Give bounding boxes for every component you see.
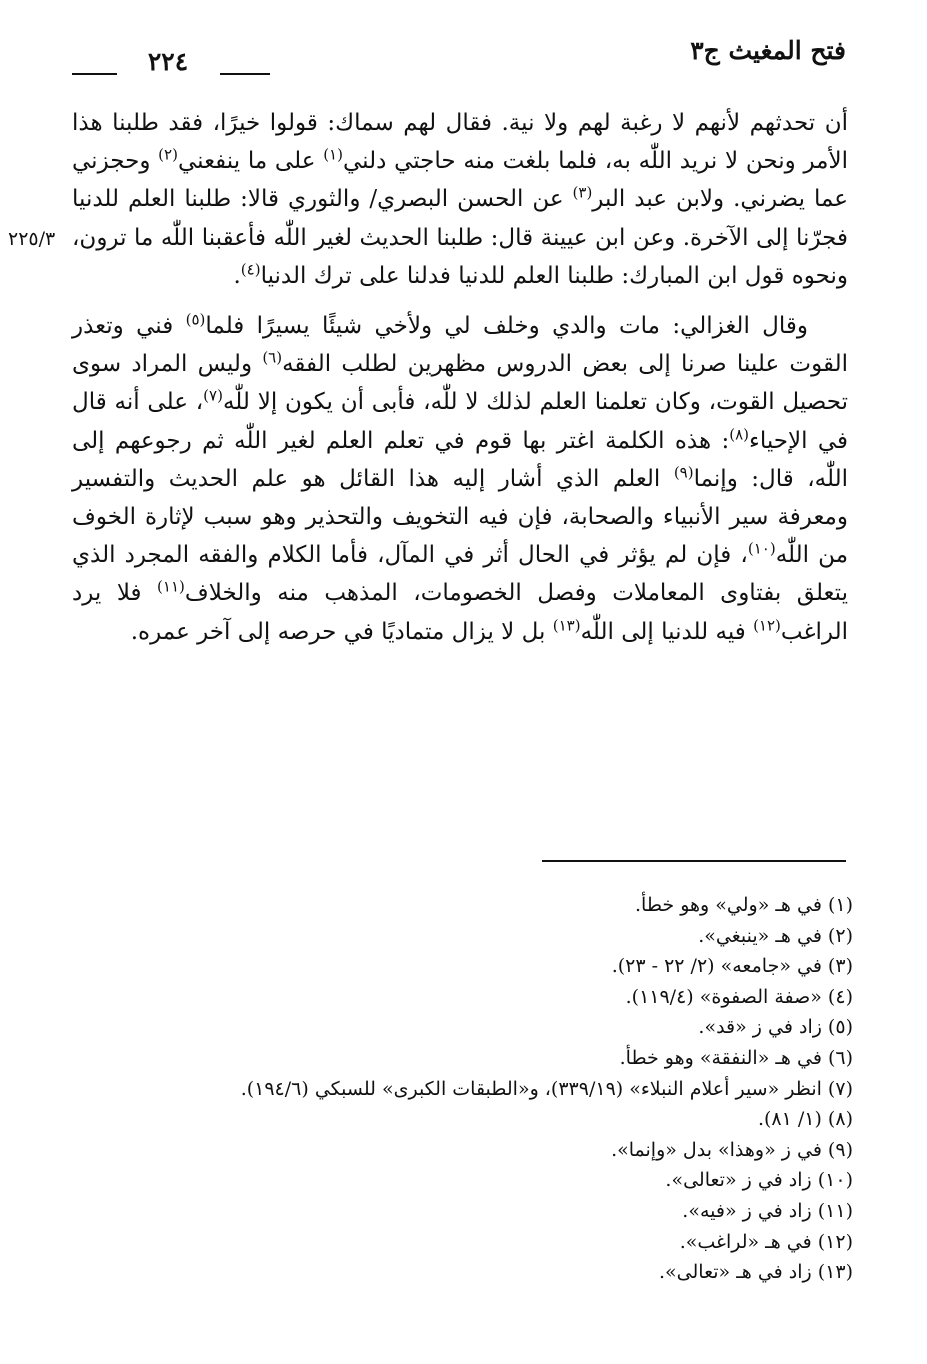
footnote-marker: (٤) xyxy=(240,260,261,279)
footnote-marker: (١٠) xyxy=(747,539,776,558)
footnote-marker: (٧) xyxy=(203,386,223,405)
footnote-item: (٧) انظر «سير أعلام النبلاء» (٣٣٩/١٩)، و«الطبقات الكبرى» للسبكي (١٩٤/٦). xyxy=(240,1077,853,1100)
book-title: فتح المغيث ج٣ xyxy=(690,36,846,65)
text-span: ، فإن لم يؤثر في الحال أثر في المآل، فأما الكلام والفقه المجرد الذي يتعلق بفتاوى المعاملات وفصل الخصومات، المذهب منه والخلاف xyxy=(72,542,848,607)
text-span: وحجزني عما يضرني. ولابن عبد البر xyxy=(72,148,848,213)
footnote-marker: (١٣) xyxy=(552,615,581,634)
header-rule-right xyxy=(220,73,270,75)
footnote-item: (١٢) في هـ «لراغب». xyxy=(679,1230,853,1253)
page-header xyxy=(62,36,846,80)
footnote-item: (٩) في ز «وهذا» بدل «وإنما». xyxy=(611,1138,853,1161)
footnote-separator xyxy=(542,860,846,862)
footnote-marker: (٣) xyxy=(572,183,593,202)
footnote-item: (٤) «صفة الصفوة» (١١٩/٤). xyxy=(625,985,853,1008)
text-span: وليس المراد سوى تحصيل القوت، وكان تعلمنا العلم لذلك لا للّٰه، فأبى أن يكون إلا للّٰه xyxy=(72,351,848,416)
footnote-item: (٦) في هـ «النفقة» وهو خطأ. xyxy=(619,1046,853,1069)
text-span: بل لا يزال متماديًا في حرصه إلى آخر عمره. xyxy=(130,618,546,645)
footnotes-list xyxy=(150,890,853,1288)
footnote-item: (٢) في هـ «ينبغي». xyxy=(698,924,853,947)
footnote-item: (٥) زاد في ز «قد». xyxy=(698,1016,853,1039)
text-span: وقال الغزالي: مات والدي وخلف لي ولأخي شيئًا يسيرًا فلما xyxy=(205,313,809,340)
footnote-marker: (١٢) xyxy=(753,615,781,634)
page-number: ٢٢٤ xyxy=(147,47,189,76)
footnote-item: (٣) في «جامعه» (٢/ ٢٢ - ٢٣). xyxy=(611,955,853,978)
text-span: فني وتعذر القوت علينا صرنا إلى بعض الدروس مظهرين لطلب الفقه xyxy=(72,313,848,378)
text-span: : هذه الكلمة اغتر بها قوم في تعلم العلم لغير اللّٰه ثم رجوعهم إلى اللّٰه، قال: وإنما xyxy=(72,427,848,492)
text-span: فيه للدنيا إلى اللّٰه xyxy=(580,618,746,645)
header-rule-left xyxy=(72,73,117,75)
text-span: فلا يرد الراغب xyxy=(72,580,848,645)
footnote-item: (١) في هـ «ولي» وهو خطأ. xyxy=(635,894,853,916)
footnote-item: (١١) زاد في ز «فيه». xyxy=(682,1199,853,1222)
text-span: أن تحدثهم لأنهم لا رغبة لهم ولا نية. فقال لهم سماك: قولوا خيرًا، فقد طلبنا هذا الأمر ونحن لا نريد اللّٰه به، فلما بلغت منه حاجتي دلني xyxy=(72,110,848,175)
text-span: على ما ينفعني xyxy=(177,148,316,175)
footnote-marker: (٨) xyxy=(729,424,749,443)
footnote-marker: (٢) xyxy=(158,145,178,164)
text-span: ، على أنه قال في الإحياء xyxy=(72,389,848,454)
page-number-block xyxy=(62,48,272,78)
footnote-item: (٨) (١/ ٨١). xyxy=(757,1108,853,1131)
footnote-marker: (٦) xyxy=(262,348,283,367)
text-span: العلم الذي أشار إليه هذا القائل هو علم الحديث والتفسير ومعرفة سير الأنبياء والصحابة، فإن فيه التخويف والتحذير وهو سبب لإثارة الخوف من اللّٰه xyxy=(72,465,849,569)
paragraph-1 xyxy=(72,104,848,295)
footnote-item: (١٣) زاد في هـ «تعالى». xyxy=(659,1261,853,1284)
text-span: . xyxy=(233,262,241,289)
footnote-marker: (١) xyxy=(323,145,343,164)
text-span: عن الحسن البصري/ والثوري قالا: طلبنا العلم للدنيا فجرّنا إلى الآخرة. وعن ابن عيينة قال: طلبنا الحديث لغير اللّٰه فأعقبنا اللّٰه ما ترون، ونحوه قول ابن المبارك: طلبنا العلم للدنيا فدلنا على ترك الدنيا xyxy=(72,186,848,289)
margin-page-reference: ٢٢٥/٣ xyxy=(8,228,56,250)
footnote-marker: (١١) xyxy=(157,577,185,596)
footnote-item: (١٠) زاد في ز «تعالى». xyxy=(665,1169,853,1192)
main-text xyxy=(72,104,848,651)
footnote-marker: (٥) xyxy=(185,310,206,329)
paragraph-2 xyxy=(72,307,848,651)
footnote-marker: (٩) xyxy=(673,463,694,482)
